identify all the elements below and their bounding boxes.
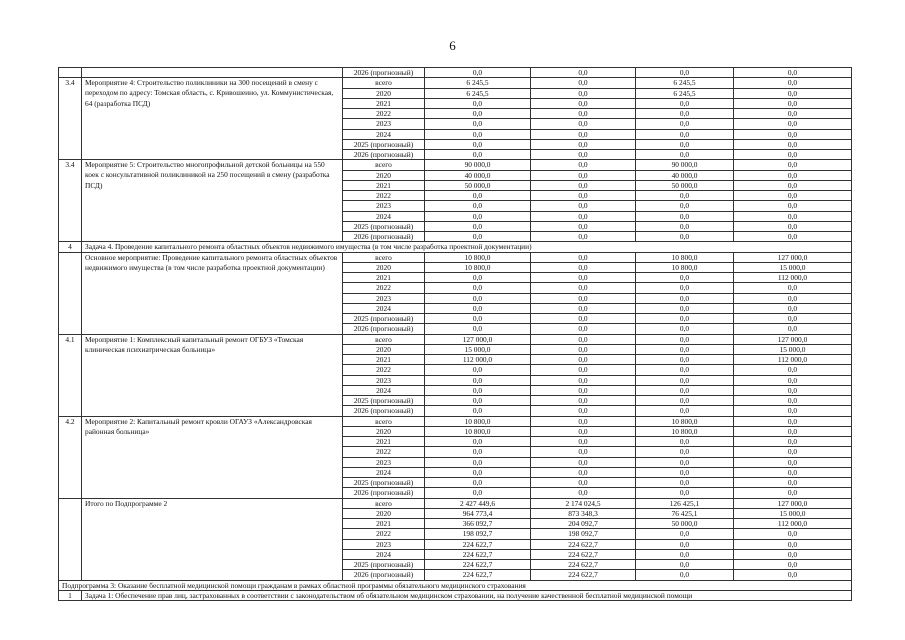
year-cell: 2021 [343, 180, 425, 190]
value-cell: 0,0 [734, 150, 852, 160]
value-cell: 0,0 [734, 375, 852, 385]
value-cell: 0,0 [531, 355, 636, 365]
value-cell: 0,0 [531, 139, 636, 149]
value-cell: 0,0 [734, 488, 852, 498]
table-row [59, 252, 852, 262]
year-cell: 2026 (прогнозный) [343, 150, 425, 160]
value-cell: 0,0 [636, 406, 734, 416]
year-cell: 2021 [343, 98, 425, 108]
value-cell: 10 800,0 [636, 426, 734, 436]
year-cell: 2024 [343, 467, 425, 477]
year-cell: 2026 (прогнозный) [343, 324, 425, 334]
value-cell: 0,0 [636, 150, 734, 160]
value-cell: 0,0 [734, 457, 852, 467]
value-cell: 0,0 [425, 365, 531, 375]
value-cell: 0,0 [734, 109, 852, 119]
value-cell: 0,0 [531, 262, 636, 272]
value-cell: 0,0 [734, 396, 852, 406]
value-cell: 0,0 [531, 98, 636, 108]
value-cell: 0,0 [531, 283, 636, 293]
value-cell: 0,0 [636, 375, 734, 385]
row-code [59, 252, 82, 334]
value-cell: 0,0 [636, 129, 734, 139]
value-cell: 0,0 [425, 109, 531, 119]
value-cell: 0,0 [734, 283, 852, 293]
measure-name: Мероприятие 4: Строительство поликлиники на 300 посещений в смену с переходом по адресу: Томская область, с. Кривошеино, ул. Коммунистическая, 64 (разработка ПСД) [82, 78, 343, 160]
value-cell: 0,0 [734, 314, 852, 324]
year-cell: 2026 (прогнозный) [343, 570, 425, 580]
year-cell: 2020 [343, 170, 425, 180]
value-cell: 0,0 [531, 488, 636, 498]
value-cell: 0,0 [636, 221, 734, 231]
value-cell: 0,0 [636, 68, 734, 78]
value-cell: 0,0 [734, 78, 852, 88]
row-code: 4.1 [59, 334, 82, 416]
value-cell: 0,0 [636, 539, 734, 549]
value-cell: 0,0 [636, 385, 734, 395]
value-cell: 112 000,0 [734, 355, 852, 365]
value-cell: 0,0 [425, 119, 531, 129]
row-code [59, 498, 82, 580]
value-cell: 0,0 [636, 478, 734, 488]
year-cell: 2023 [343, 375, 425, 385]
page-number: 6 [449, 38, 456, 53]
year-cell: всего [343, 498, 425, 508]
value-cell: 224 622,7 [425, 549, 531, 559]
value-cell: 0,0 [636, 201, 734, 211]
year-cell: 2024 [343, 385, 425, 395]
value-cell: 198 092,7 [425, 529, 531, 539]
measure-name: Итого по Подпрограмме 2 [82, 498, 343, 580]
value-cell: 0,0 [425, 396, 531, 406]
value-cell: 0,0 [531, 437, 636, 447]
value-cell: 76 425,1 [636, 508, 734, 518]
value-cell: 0,0 [531, 334, 636, 344]
value-cell: 10 800,0 [636, 252, 734, 262]
value-cell: 0,0 [531, 129, 636, 139]
table-row [59, 416, 852, 426]
value-cell: 0,0 [734, 160, 852, 170]
value-cell: 15 000,0 [734, 508, 852, 518]
table-row [59, 78, 852, 88]
row-code [59, 68, 82, 78]
value-cell: 0,0 [531, 252, 636, 262]
value-cell: 0,0 [531, 150, 636, 160]
value-cell: 0,0 [734, 180, 852, 190]
measure-name: Основное мероприятие: Проведение капитального ремонта областных объектов недвижимого имущества (в том числе разработка проектной документации) [82, 252, 343, 334]
year-cell: 2025 (прогнозный) [343, 560, 425, 570]
measure-name: Мероприятие 5: Строительство многопрофильной детской больницы на 550 коек с консультативной поликлиникой на 250 посещений в смену (разработка ПСД) [82, 160, 343, 242]
value-cell: 127 000,0 [734, 252, 852, 262]
value-cell: 0,0 [531, 68, 636, 78]
value-cell: 224 622,7 [531, 549, 636, 559]
value-cell: 0,0 [636, 191, 734, 201]
value-cell: 0,0 [531, 232, 636, 242]
value-cell: 0,0 [425, 457, 531, 467]
measure-name: Мероприятие 1: Комплексный капитальный ремонт ОГБУЗ «Томская клиническая психиатрическая больница» [82, 334, 343, 416]
value-cell: 0,0 [531, 385, 636, 395]
value-cell: 0,0 [425, 273, 531, 283]
value-cell: 15 000,0 [425, 344, 531, 354]
value-cell: 112 000,0 [734, 273, 852, 283]
value-cell: 0,0 [734, 365, 852, 375]
year-cell: 2023 [343, 457, 425, 467]
value-cell: 6 245,5 [636, 78, 734, 88]
value-cell: 15 000,0 [734, 344, 852, 354]
value-cell: 0,0 [636, 560, 734, 570]
value-cell: 0,0 [636, 355, 734, 365]
value-cell: 0,0 [531, 88, 636, 98]
value-cell: 0,0 [636, 396, 734, 406]
value-cell: 0,0 [636, 119, 734, 129]
value-cell: 224 622,7 [425, 539, 531, 549]
value-cell: 224 622,7 [531, 560, 636, 570]
value-cell: 0,0 [636, 344, 734, 354]
value-cell: 0,0 [531, 78, 636, 88]
year-cell: 2023 [343, 119, 425, 129]
value-cell: 0,0 [531, 119, 636, 129]
year-cell: 2024 [343, 129, 425, 139]
value-cell: 127 000,0 [734, 498, 852, 508]
value-cell: 0,0 [734, 385, 852, 395]
value-cell: 40 000,0 [425, 170, 531, 180]
subprogram-row [59, 580, 852, 590]
value-cell: 112 000,0 [425, 355, 531, 365]
value-cell: 0,0 [734, 88, 852, 98]
value-cell: 0,0 [531, 293, 636, 303]
value-cell: 0,0 [425, 293, 531, 303]
year-cell: 2022 [343, 191, 425, 201]
year-cell: 2020 [343, 426, 425, 436]
row-code: 3.4 [59, 78, 82, 160]
value-cell: 0,0 [734, 447, 852, 457]
table-row [59, 68, 852, 78]
value-cell: 0,0 [636, 273, 734, 283]
value-cell: 0,0 [425, 150, 531, 160]
year-cell: 2026 (прогнозный) [343, 488, 425, 498]
year-cell: 2025 (прогнозный) [343, 396, 425, 406]
year-cell: 2020 [343, 508, 425, 518]
year-cell: 2022 [343, 365, 425, 375]
value-cell: 0,0 [425, 129, 531, 139]
value-cell: 0,0 [425, 488, 531, 498]
value-cell: 0,0 [531, 447, 636, 457]
year-cell: 2022 [343, 529, 425, 539]
table-row [59, 498, 852, 508]
value-cell: 0,0 [531, 375, 636, 385]
value-cell: 90 000,0 [636, 160, 734, 170]
value-cell: 0,0 [531, 221, 636, 231]
value-cell: 0,0 [734, 549, 852, 559]
value-cell: 127 000,0 [734, 334, 852, 344]
value-cell: 366 092,7 [425, 519, 531, 529]
value-cell: 15 000,0 [734, 262, 852, 272]
year-cell: 2024 [343, 303, 425, 313]
row-code: 3.4 [59, 160, 82, 242]
value-cell: 0,0 [636, 529, 734, 539]
value-cell: 0,0 [425, 201, 531, 211]
value-cell: 0,0 [531, 170, 636, 180]
value-cell: 0,0 [734, 426, 852, 436]
row-code: 4 [59, 242, 82, 252]
value-cell: 126 425,1 [636, 498, 734, 508]
year-cell: 2026 (прогнозный) [343, 406, 425, 416]
task-title: Задача 1: Обеспечение прав лиц, застрахованных в соответствии с законодательством об обязательном медицинском страховании, на получение качественной бесплатной медицинской помощи [82, 590, 852, 600]
value-cell: 0,0 [425, 191, 531, 201]
value-cell: 0,0 [531, 396, 636, 406]
value-cell: 0,0 [425, 314, 531, 324]
year-cell: 2025 (прогнозный) [343, 314, 425, 324]
value-cell: 10 800,0 [425, 416, 531, 426]
value-cell: 0,0 [636, 211, 734, 221]
year-cell: 2021 [343, 437, 425, 447]
value-cell: 0,0 [425, 232, 531, 242]
value-cell: 0,0 [425, 211, 531, 221]
value-cell: 0,0 [734, 232, 852, 242]
value-cell: 0,0 [734, 467, 852, 477]
value-cell: 0,0 [531, 303, 636, 313]
value-cell: 0,0 [531, 365, 636, 375]
value-cell: 50 000,0 [636, 519, 734, 529]
value-cell: 50 000,0 [425, 180, 531, 190]
value-cell: 0,0 [636, 457, 734, 467]
value-cell: 6 245,5 [425, 78, 531, 88]
value-cell: 0,0 [734, 98, 852, 108]
value-cell: 0,0 [636, 570, 734, 580]
value-cell: 2 174 024,5 [531, 498, 636, 508]
value-cell: 0,0 [531, 416, 636, 426]
year-cell: 2024 [343, 211, 425, 221]
value-cell: 0,0 [636, 109, 734, 119]
value-cell: 0,0 [531, 201, 636, 211]
value-cell: 0,0 [636, 549, 734, 559]
value-cell: 0,0 [734, 221, 852, 231]
value-cell: 0,0 [531, 314, 636, 324]
value-cell: 0,0 [734, 416, 852, 426]
value-cell: 0,0 [425, 406, 531, 416]
year-cell: 2020 [343, 344, 425, 354]
value-cell: 0,0 [425, 283, 531, 293]
value-cell: 0,0 [734, 303, 852, 313]
value-cell: 40 000,0 [636, 170, 734, 180]
year-cell: 2023 [343, 201, 425, 211]
value-cell: 964 773,4 [425, 508, 531, 518]
value-cell: 0,0 [425, 303, 531, 313]
year-cell: 2020 [343, 88, 425, 98]
value-cell: 0,0 [636, 488, 734, 498]
value-cell: 10 800,0 [425, 426, 531, 436]
value-cell: 0,0 [734, 324, 852, 334]
value-cell: 0,0 [531, 467, 636, 477]
value-cell: 0,0 [531, 478, 636, 488]
value-cell: 0,0 [734, 560, 852, 570]
value-cell: 0,0 [531, 211, 636, 221]
value-cell: 0,0 [734, 570, 852, 580]
value-cell: 0,0 [734, 139, 852, 149]
value-cell: 0,0 [531, 109, 636, 119]
value-cell: 0,0 [531, 324, 636, 334]
value-cell: 0,0 [636, 283, 734, 293]
value-cell: 0,0 [425, 478, 531, 488]
value-cell: 0,0 [425, 447, 531, 457]
year-cell: 2025 (прогнозный) [343, 139, 425, 149]
value-cell: 0,0 [531, 457, 636, 467]
year-cell: 2025 (прогнозный) [343, 221, 425, 231]
value-cell: 873 348,3 [531, 508, 636, 518]
value-cell: 0,0 [636, 293, 734, 303]
value-cell: 0,0 [636, 467, 734, 477]
value-cell: 0,0 [531, 426, 636, 436]
value-cell: 0,0 [734, 478, 852, 488]
value-cell: 0,0 [636, 232, 734, 242]
value-cell: 10 800,0 [636, 262, 734, 272]
year-cell: 2023 [343, 293, 425, 303]
year-cell: всего [343, 160, 425, 170]
value-cell: 224 622,7 [425, 570, 531, 580]
value-cell: 0,0 [734, 119, 852, 129]
year-cell: 2021 [343, 355, 425, 365]
year-cell: 2020 [343, 262, 425, 272]
value-cell: 6 245,5 [425, 88, 531, 98]
value-cell: 224 622,7 [531, 570, 636, 580]
value-cell: 10 800,0 [636, 416, 734, 426]
value-cell: 0,0 [636, 447, 734, 457]
value-cell: 0,0 [734, 539, 852, 549]
value-cell: 0,0 [636, 437, 734, 447]
value-cell: 127 000,0 [425, 334, 531, 344]
value-cell: 0,0 [425, 68, 531, 78]
year-cell: 2021 [343, 273, 425, 283]
year-cell: 2022 [343, 109, 425, 119]
value-cell: 50 000,0 [636, 180, 734, 190]
value-cell: 0,0 [636, 324, 734, 334]
value-cell: 90 000,0 [425, 160, 531, 170]
value-cell: 0,0 [425, 437, 531, 447]
year-cell: всего [343, 252, 425, 262]
year-cell: всего [343, 416, 425, 426]
value-cell: 0,0 [636, 139, 734, 149]
value-cell: 224 622,7 [425, 560, 531, 570]
value-cell: 0,0 [531, 344, 636, 354]
value-cell: 0,0 [636, 303, 734, 313]
value-cell: 10 800,0 [425, 262, 531, 272]
value-cell: 0,0 [734, 201, 852, 211]
row-code: 1 [59, 590, 82, 600]
year-cell: 2022 [343, 283, 425, 293]
value-cell: 0,0 [636, 314, 734, 324]
year-cell: 2021 [343, 519, 425, 529]
value-cell: 0,0 [531, 273, 636, 283]
value-cell: 0,0 [734, 170, 852, 180]
value-cell: 0,0 [734, 211, 852, 221]
subprogram-title: Подпрограмма 3: Оказание бесплатной медицинской помощи гражданам в рамках областной программы обязательного медицинского страхования [59, 580, 852, 590]
value-cell: 0,0 [425, 385, 531, 395]
value-cell: 0,0 [531, 191, 636, 201]
value-cell: 0,0 [734, 68, 852, 78]
value-cell: 0,0 [734, 529, 852, 539]
year-cell: 2022 [343, 447, 425, 457]
value-cell: 0,0 [531, 160, 636, 170]
value-cell: 0,0 [734, 437, 852, 447]
year-cell: 2026 (прогнозный) [343, 232, 425, 242]
year-cell: 2024 [343, 549, 425, 559]
value-cell: 0,0 [425, 375, 531, 385]
value-cell: 2 427 449,6 [425, 498, 531, 508]
year-cell: 2026 (прогнозный) [343, 68, 425, 78]
task-row [59, 590, 852, 600]
value-cell: 6 245,5 [636, 88, 734, 98]
value-cell: 0,0 [734, 406, 852, 416]
table-row [59, 334, 852, 344]
value-cell: 0,0 [425, 221, 531, 231]
value-cell: 0,0 [636, 365, 734, 375]
value-cell: 204 092,7 [531, 519, 636, 529]
value-cell: 0,0 [734, 293, 852, 303]
value-cell: 112 000,0 [734, 519, 852, 529]
measure-name: Мероприятие 2: Капитальный ремонт кровли ОГАУЗ «Александровская районная больница» [82, 416, 343, 498]
value-cell: 0,0 [425, 98, 531, 108]
value-cell: 0,0 [425, 467, 531, 477]
year-cell: 2025 (прогнозный) [343, 478, 425, 488]
value-cell: 0,0 [734, 191, 852, 201]
table-body [59, 68, 852, 601]
value-cell: 0,0 [425, 324, 531, 334]
value-cell: 0,0 [636, 334, 734, 344]
table-row [59, 160, 852, 170]
year-cell: всего [343, 334, 425, 344]
row-code: 4.2 [59, 416, 82, 498]
value-cell: 0,0 [425, 139, 531, 149]
value-cell: 198 092,7 [531, 529, 636, 539]
task-title: Задача 4. Проведение капитального ремонта областных объектов недвижимого имущества (в том числе разработка проектной документации) [82, 242, 852, 252]
value-cell: 224 622,7 [531, 539, 636, 549]
value-cell: 0,0 [734, 129, 852, 139]
value-cell: 10 800,0 [425, 252, 531, 262]
value-cell: 0,0 [636, 98, 734, 108]
value-cell: 0,0 [531, 180, 636, 190]
year-cell: всего [343, 78, 425, 88]
value-cell: 0,0 [531, 406, 636, 416]
task-row [59, 242, 852, 252]
year-cell: 2023 [343, 539, 425, 549]
measure-name [82, 68, 343, 78]
budget-table [58, 67, 852, 601]
